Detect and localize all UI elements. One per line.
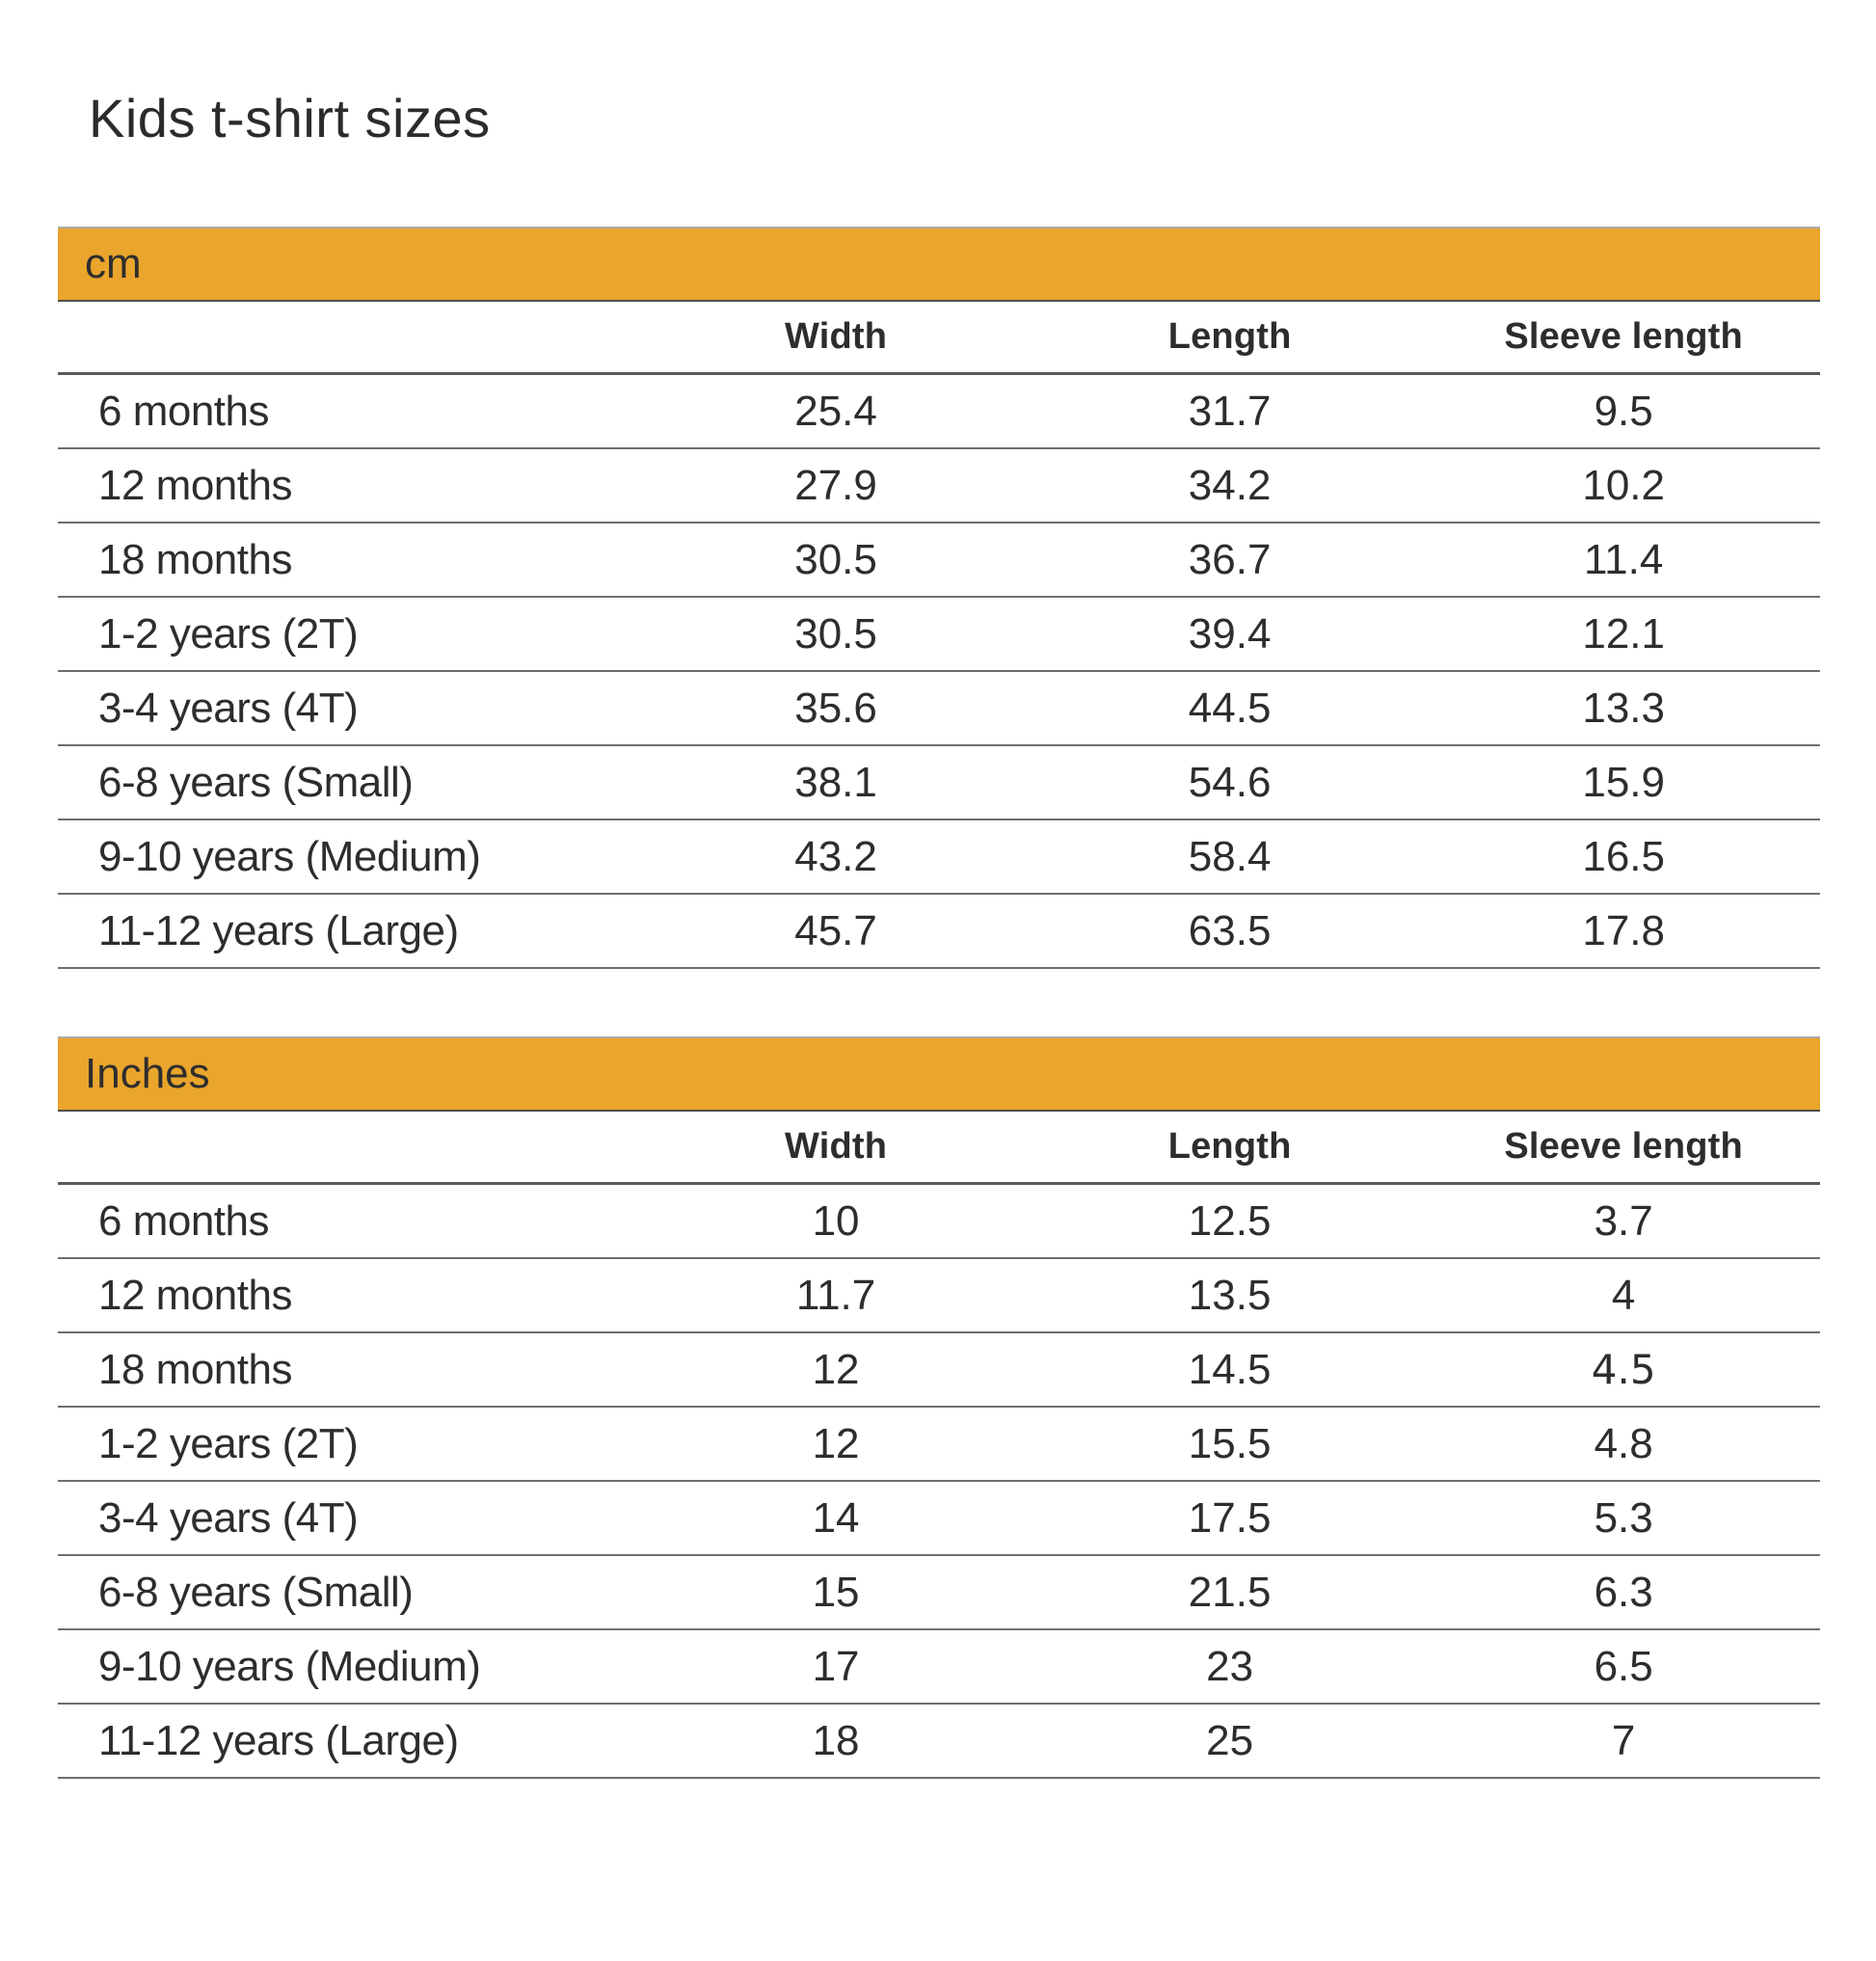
length-value: 36.7 [1188, 535, 1272, 583]
sleeve-length-value: 13.3 [1582, 684, 1665, 732]
table-row [58, 598, 1820, 672]
width-value: 15 [812, 1568, 860, 1616]
sleeve-length-value: 6.5 [1594, 1642, 1653, 1690]
width-value: 45.7 [794, 906, 877, 954]
size-label: 3-4 years (4T) [98, 1493, 359, 1542]
table-row [58, 449, 1820, 524]
table-row [58, 1630, 1820, 1705]
table-row [58, 1259, 1820, 1333]
size-label: 6 months [98, 1196, 269, 1245]
sleeve-length-value: 12.1 [1582, 609, 1665, 658]
table-row [58, 895, 1820, 969]
width-value: 30.5 [794, 535, 877, 583]
inches-column-header-row [58, 1112, 1820, 1185]
length-value: 21.5 [1188, 1568, 1272, 1616]
length-value: 54.6 [1188, 758, 1272, 806]
size-label: 12 months [98, 461, 292, 509]
sleeve-length-value: 4 [1611, 1271, 1636, 1319]
size-label: 12 months [98, 1271, 292, 1319]
size-label: 11-12 years (Large) [98, 1716, 459, 1764]
column-header-width: Width [784, 1126, 888, 1167]
width-value: 12 [812, 1345, 860, 1393]
column-header-length: Length [1167, 1126, 1292, 1167]
sleeve-length-value: 9.5 [1594, 387, 1653, 435]
table-row [58, 1556, 1820, 1630]
table-row [58, 524, 1820, 598]
length-value: 44.5 [1188, 684, 1272, 732]
size-label: 18 months [98, 1345, 292, 1393]
table-row [58, 1333, 1820, 1408]
size-label: 9-10 years (Medium) [98, 832, 481, 880]
size-label: 3-4 years (4T) [98, 684, 359, 732]
width-value: 12 [812, 1419, 860, 1467]
length-value: 58.4 [1188, 832, 1272, 880]
size-label: 6-8 years (Small) [98, 758, 414, 806]
column-header-sleeve-length: Sleeve length [1504, 1126, 1743, 1167]
size-label: 9-10 years (Medium) [98, 1642, 481, 1690]
length-value: 34.2 [1188, 461, 1272, 509]
width-value: 43.2 [794, 832, 877, 880]
column-header-sleeve-length: Sleeve length [1504, 316, 1743, 357]
sleeve-length-value: 5.3 [1594, 1493, 1653, 1542]
size-label: 1-2 years (2T) [98, 1419, 359, 1467]
table-row [58, 1185, 1820, 1259]
table-row [58, 375, 1820, 449]
length-value: 12.5 [1188, 1196, 1272, 1245]
width-value: 35.6 [794, 684, 877, 732]
width-value: 27.9 [794, 461, 877, 509]
table-row [58, 1408, 1820, 1482]
unit-label-inches: Inches [85, 1050, 210, 1097]
cm-unit-bar [58, 227, 1820, 302]
sleeve-length-value: 7 [1611, 1716, 1636, 1764]
length-value: 23 [1206, 1642, 1254, 1690]
length-value: 15.5 [1188, 1419, 1272, 1467]
length-value: 31.7 [1188, 387, 1272, 435]
width-value: 30.5 [794, 609, 877, 658]
sleeve-length-value: 6.3 [1594, 1568, 1653, 1616]
sleeve-length-value: 11.4 [1583, 535, 1664, 583]
width-value: 18 [812, 1716, 860, 1764]
table-row [58, 746, 1820, 820]
size-label: 6 months [98, 387, 269, 435]
table-row [58, 820, 1820, 895]
sleeve-length-value: 4.5 [1591, 1346, 1656, 1393]
sleeve-length-value: 10.2 [1582, 461, 1665, 509]
table-row [58, 1705, 1820, 1779]
width-value: 11.7 [795, 1271, 876, 1319]
inches-unit-bar [58, 1036, 1820, 1112]
sleeve-length-value: 4.8 [1594, 1419, 1653, 1467]
width-value: 17 [812, 1642, 860, 1690]
page-title: Kids t-shirt sizes [89, 88, 491, 148]
table-row [58, 672, 1820, 746]
width-value: 38.1 [794, 758, 877, 806]
column-header-length: Length [1167, 316, 1292, 357]
column-header-width: Width [784, 316, 888, 357]
size-label: 6-8 years (Small) [98, 1568, 414, 1616]
cm-column-header-row [58, 302, 1820, 375]
length-value: 13.5 [1188, 1271, 1272, 1319]
length-value: 17.5 [1188, 1493, 1272, 1542]
sleeve-length-value: 15.9 [1582, 758, 1665, 806]
size-label: 11-12 years (Large) [98, 906, 459, 954]
width-value: 14 [812, 1493, 860, 1542]
sleeve-length-value: 16.5 [1582, 832, 1665, 880]
sleeve-length-value: 3.7 [1594, 1196, 1653, 1245]
size-chart-page [0, 85, 1876, 1779]
length-value: 14.5 [1188, 1345, 1272, 1393]
sleeve-length-value: 17.8 [1582, 906, 1665, 954]
unit-label-cm: cm [85, 240, 142, 287]
inches-size-table [58, 1036, 1820, 1779]
width-value: 10 [812, 1196, 860, 1245]
table-row [58, 1482, 1820, 1556]
width-value: 25.4 [794, 387, 877, 435]
size-label: 18 months [98, 535, 292, 583]
length-value: 63.5 [1188, 906, 1272, 954]
cm-size-table [58, 227, 1820, 969]
length-value: 39.4 [1188, 609, 1272, 658]
length-value: 25 [1206, 1716, 1254, 1764]
size-label: 1-2 years (2T) [98, 609, 359, 658]
